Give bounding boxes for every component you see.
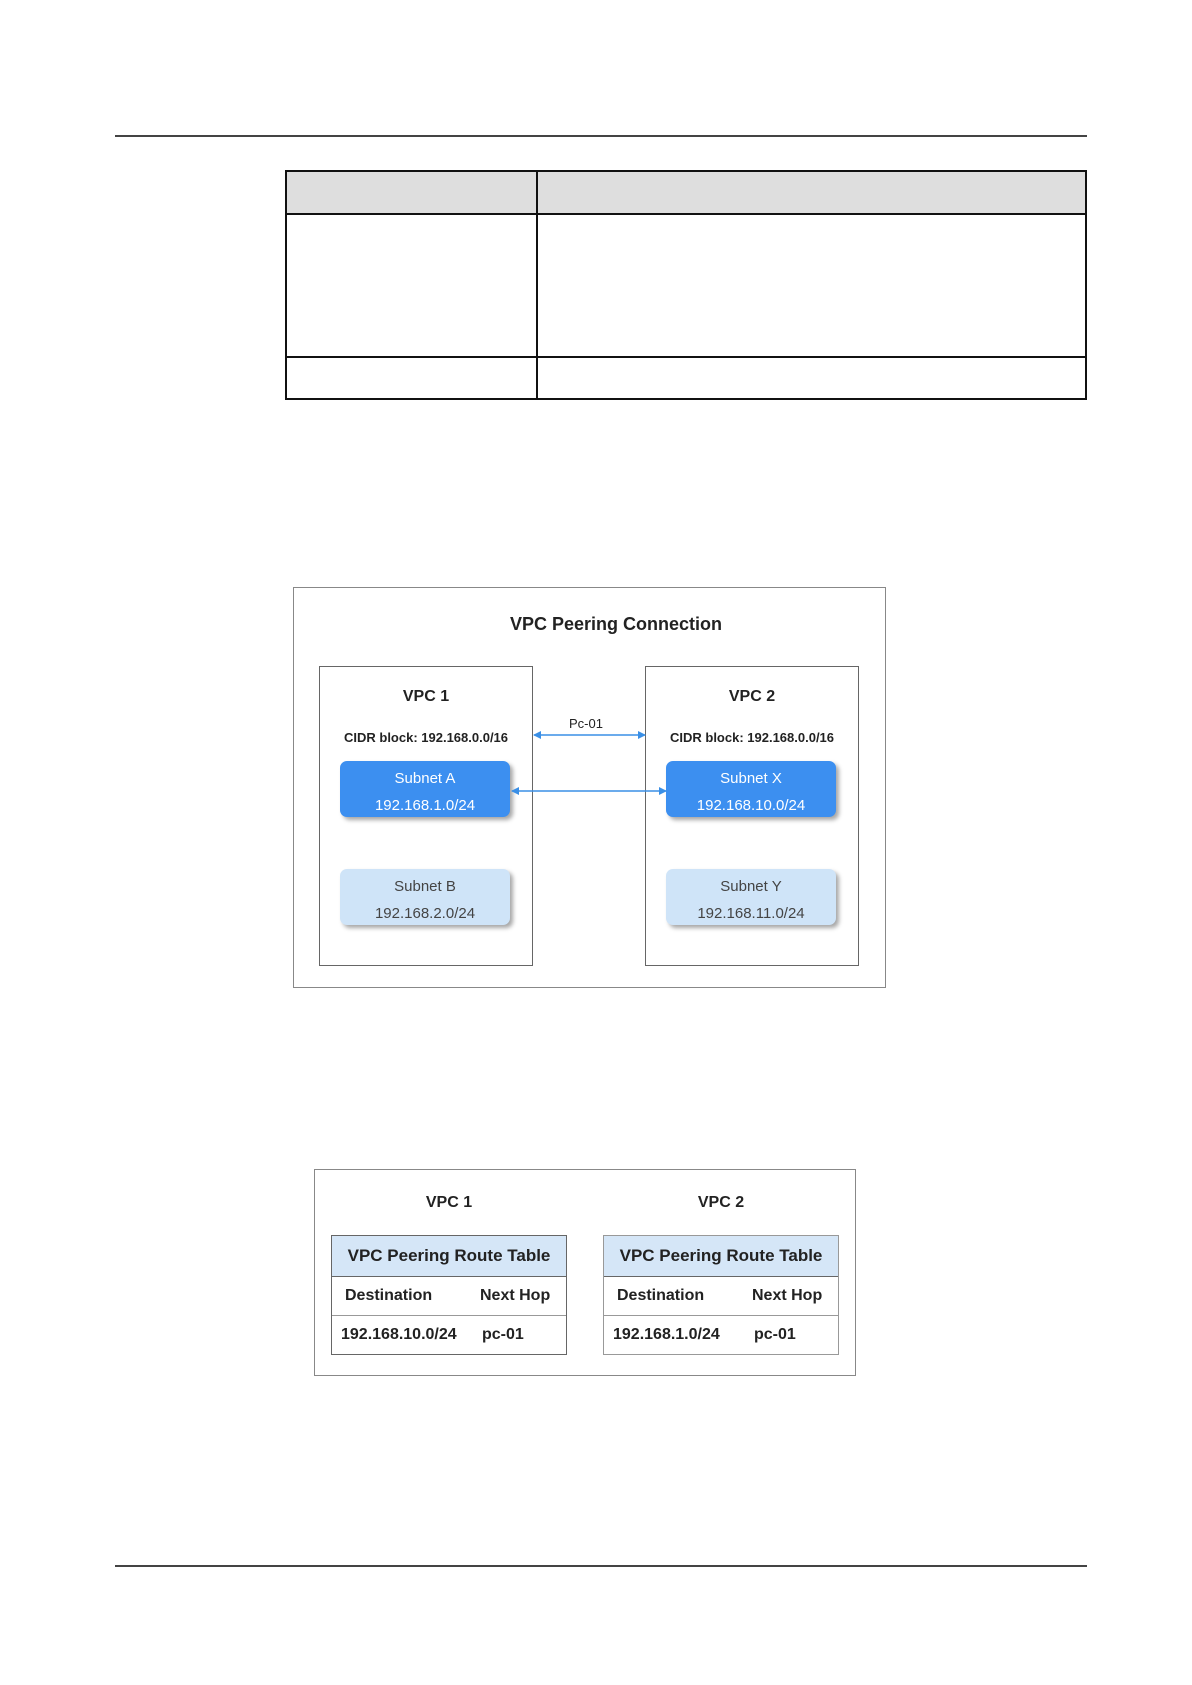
- route-table-title: VPC Peering Route Table: [604, 1236, 838, 1277]
- subnet-cidr: 192.168.1.0/24: [374, 797, 476, 814]
- subnet-name: Subnet B: [394, 878, 456, 895]
- subnet-cidr: 192.168.2.0/24: [374, 905, 476, 922]
- route-table-header: [332, 1277, 566, 1315]
- subnet-name: Subnet A: [394, 770, 456, 787]
- column-destination: Destination: [345, 1287, 433, 1304]
- column-destination: Destination: [617, 1287, 705, 1304]
- route-next-hop: pc-01: [754, 1326, 796, 1343]
- peering-label: Pc-01: [569, 716, 603, 731]
- subnet-cidr: 192.168.11.0/24: [697, 905, 805, 922]
- vpc1-name: VPC 1: [402, 688, 450, 705]
- diagram-title: VPC Peering Connection: [509, 614, 723, 634]
- vpc2-cidr: CIDR block: 192.168.0.0/16: [669, 730, 835, 745]
- route-table-header: [604, 1277, 838, 1315]
- vpc2-route-table: [603, 1235, 839, 1355]
- subnet-name: Subnet Y: [720, 878, 782, 895]
- route-next-hop: pc-01: [482, 1326, 524, 1343]
- column-next-hop: Next Hop: [752, 1287, 823, 1304]
- column-next-hop: Next Hop: [480, 1287, 551, 1304]
- vpc2-name: VPC 2: [728, 688, 776, 705]
- vpc1-route-table: [331, 1235, 567, 1355]
- table-row: [332, 1315, 566, 1354]
- subnet-name: Subnet X: [720, 770, 782, 787]
- route-vpc2-name: VPC 2: [697, 1194, 745, 1211]
- subnet-cidr: 192.168.10.0/24: [696, 797, 806, 814]
- route-destination: 192.168.10.0/24: [341, 1326, 457, 1343]
- table-row: [604, 1315, 838, 1354]
- route-vpc1-name: VPC 1: [425, 1194, 473, 1211]
- vpc1-cidr: CIDR block: 192.168.0.0/16: [343, 730, 509, 745]
- route-destination: 192.168.1.0/24: [613, 1326, 720, 1343]
- route-table-title: VPC Peering Route Table: [332, 1236, 566, 1277]
